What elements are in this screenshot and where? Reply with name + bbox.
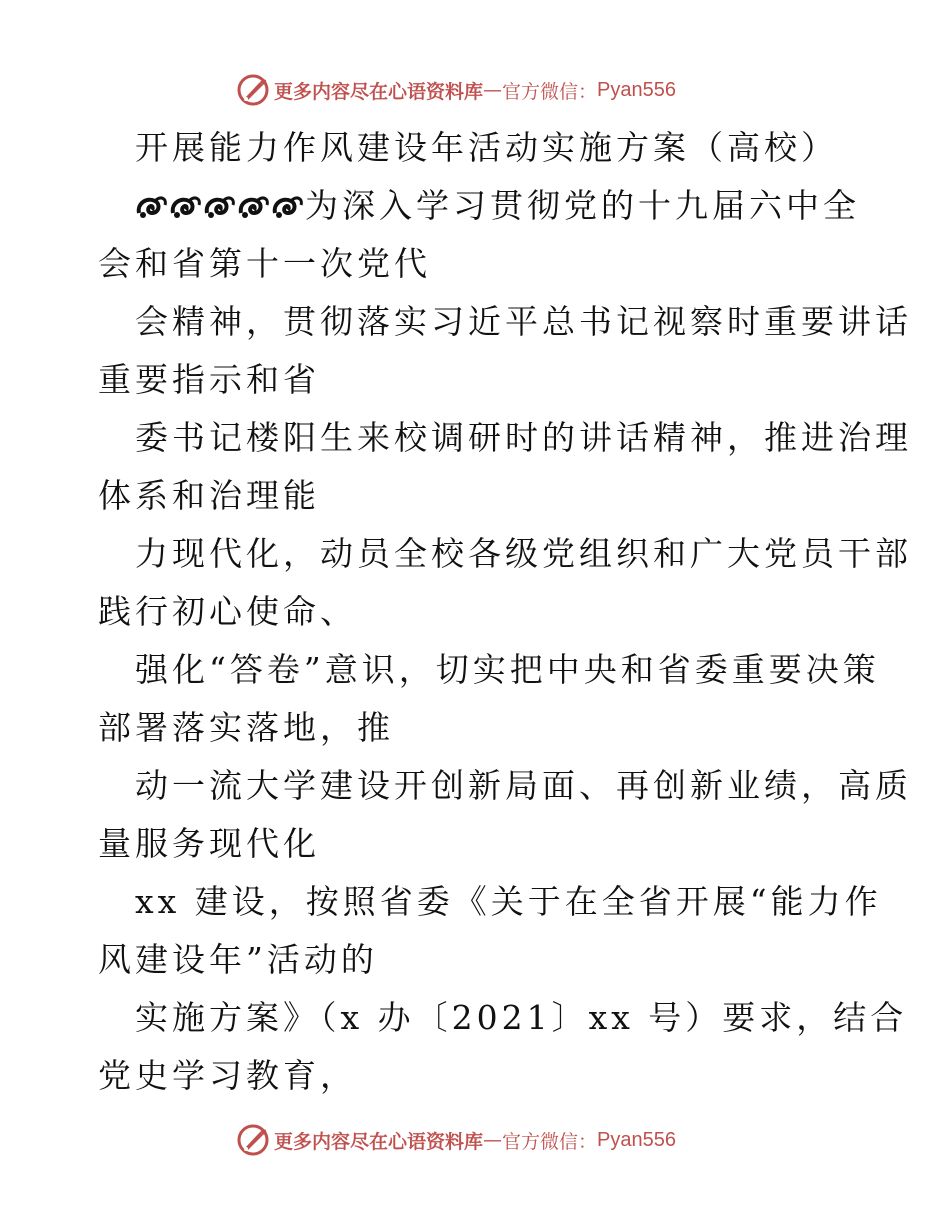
text-line: 委书记楼阳生来校调研时的讲话精神，推进治理 [135, 418, 912, 457]
banner-wechat-label: 官方微信： [502, 80, 598, 103]
text-line: 量服务现代化 [98, 824, 320, 863]
header-banner [236, 73, 676, 107]
quill-pen-logo-icon [236, 73, 270, 107]
text-line: 风建设年”活动的 [98, 940, 378, 979]
banner-wechat-id: Pyan556 [597, 78, 676, 101]
banner-wechat-label: 官方微信： [502, 1130, 598, 1153]
text-line-content: 为深入学习贯彻党的十九届六中全 [305, 186, 860, 225]
footer-banner [236, 1123, 676, 1157]
text-line: 践行初心使命、 [98, 592, 357, 631]
text-line: 力现代化，动员全校各级党组织和广大党员干部 [135, 534, 912, 573]
quill-pen-logo-icon [236, 1123, 270, 1157]
text-line: xx 建设，按照省委《关于在全省开展“能力作 [135, 882, 882, 921]
text-line: 动一流大学建设开创新局面、再创新业绩，高质 [135, 766, 912, 805]
text-line: 会和省第十一次党代 [98, 244, 431, 283]
banner-wechat-id: Pyan556 [597, 1128, 676, 1151]
text-line: 体系和治理能 [98, 476, 320, 515]
text-line: 重要指示和省 [98, 360, 320, 399]
text-line: 会精神，贯彻落实习近平总书记视察时重要讲话 [135, 302, 912, 341]
text-line: 部署落实落地，推 [98, 708, 394, 747]
text-line [135, 178, 860, 234]
text-line: 强化“答卷”意识，切实把中央和省委重要决策 [135, 650, 880, 689]
text-line: 党史学习教育， [98, 1056, 357, 1095]
banner-dash: — [483, 1129, 503, 1151]
floral-ornament-icon [135, 191, 305, 225]
document-title: 开展能力作风建设年活动实施方案（高校） [135, 128, 838, 167]
text-line: 实施方案》（x 办〔2021〕xx 号）要求，结合 [135, 998, 908, 1037]
banner-dash: — [483, 79, 503, 101]
banner-slogan: 更多内容尽在心语资料库 [274, 80, 484, 103]
banner-slogan: 更多内容尽在心语资料库 [274, 1130, 484, 1153]
